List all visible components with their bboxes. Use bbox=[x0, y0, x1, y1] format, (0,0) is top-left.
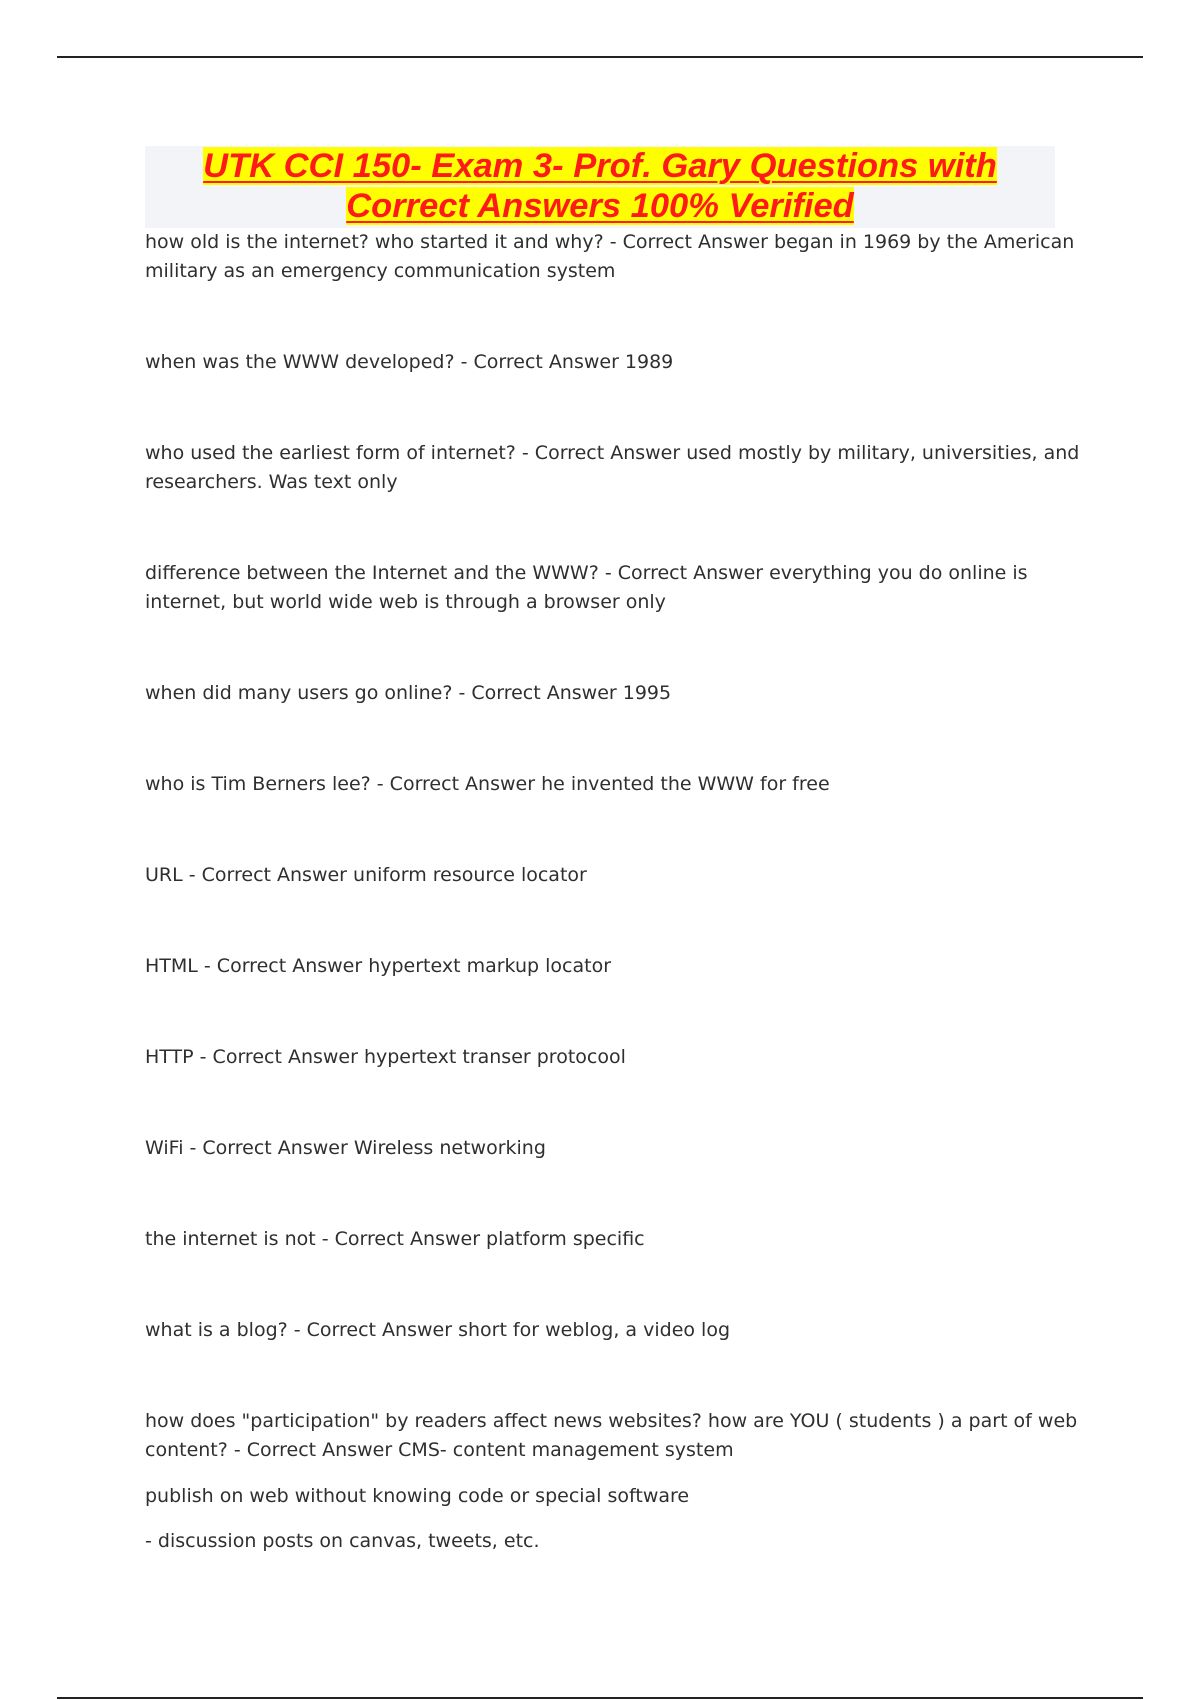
qa-line: - discussion posts on canvas, tweets, etc. bbox=[145, 1530, 540, 1552]
qa-line: difference between the Internet and the WWW? - Correct Answer everything you do online is bbox=[145, 562, 1028, 584]
title-line-1: UTK CCI 150- Exam 3- Prof. Gary Questions with bbox=[203, 147, 997, 185]
qa-line: military as an emergency communication system bbox=[145, 260, 616, 282]
qa-item bbox=[145, 559, 1045, 617]
qa-line: how does "participation" by readers affect news websites? how are YOU ( students ) a part of web bbox=[145, 1410, 1078, 1432]
qa-item bbox=[145, 228, 1075, 286]
qa-item bbox=[145, 1407, 1078, 1465]
qa-item bbox=[145, 952, 1045, 981]
qa-line: URL - Correct Answer uniform resource locator bbox=[145, 864, 587, 886]
qa-item bbox=[145, 861, 1045, 890]
qa-item bbox=[145, 1134, 1045, 1163]
qa-item bbox=[145, 348, 1045, 377]
qa-item bbox=[145, 1482, 1045, 1511]
qa-item bbox=[145, 439, 1080, 497]
qa-item bbox=[145, 1316, 1045, 1345]
header-rule bbox=[57, 56, 1143, 58]
qa-line: researchers. Was text only bbox=[145, 471, 398, 493]
qa-item bbox=[145, 770, 1045, 799]
qa-line: HTTP - Correct Answer hypertext transer protocool bbox=[145, 1046, 626, 1068]
qa-line: the internet is not - Correct Answer platform specific bbox=[145, 1228, 645, 1250]
qa-line: what is a blog? - Correct Answer short for weblog, a video log bbox=[145, 1319, 731, 1341]
footer-rule bbox=[57, 1697, 1143, 1699]
qa-item bbox=[145, 679, 1045, 708]
qa-line: who used the earliest form of internet? - Correct Answer used mostly by military, universities, and bbox=[145, 442, 1080, 464]
qa-item bbox=[145, 1225, 1045, 1254]
qa-line: when was the WWW developed? - Correct Answer 1989 bbox=[145, 351, 674, 373]
title-line-2: Correct Answers 100% Verified bbox=[346, 187, 854, 225]
qa-line: WiFi - Correct Answer Wireless networking bbox=[145, 1137, 546, 1159]
qa-line: internet, but world wide web is through a browser only bbox=[145, 591, 666, 613]
document-title bbox=[145, 146, 1055, 228]
qa-item bbox=[145, 1043, 1045, 1072]
qa-line: HTML - Correct Answer hypertext markup locator bbox=[145, 955, 612, 977]
qa-line: how old is the internet? who started it and why? - Correct Answer began in 1969 by the American bbox=[145, 231, 1075, 253]
qa-line: publish on web without knowing code or special software bbox=[145, 1485, 690, 1507]
qa-line: who is Tim Berners lee? - Correct Answer he invented the WWW for free bbox=[145, 773, 830, 795]
qa-line: content? - Correct Answer CMS- content management system bbox=[145, 1439, 734, 1461]
qa-item bbox=[145, 1527, 1045, 1556]
qa-line: when did many users go online? - Correct Answer 1995 bbox=[145, 682, 672, 704]
